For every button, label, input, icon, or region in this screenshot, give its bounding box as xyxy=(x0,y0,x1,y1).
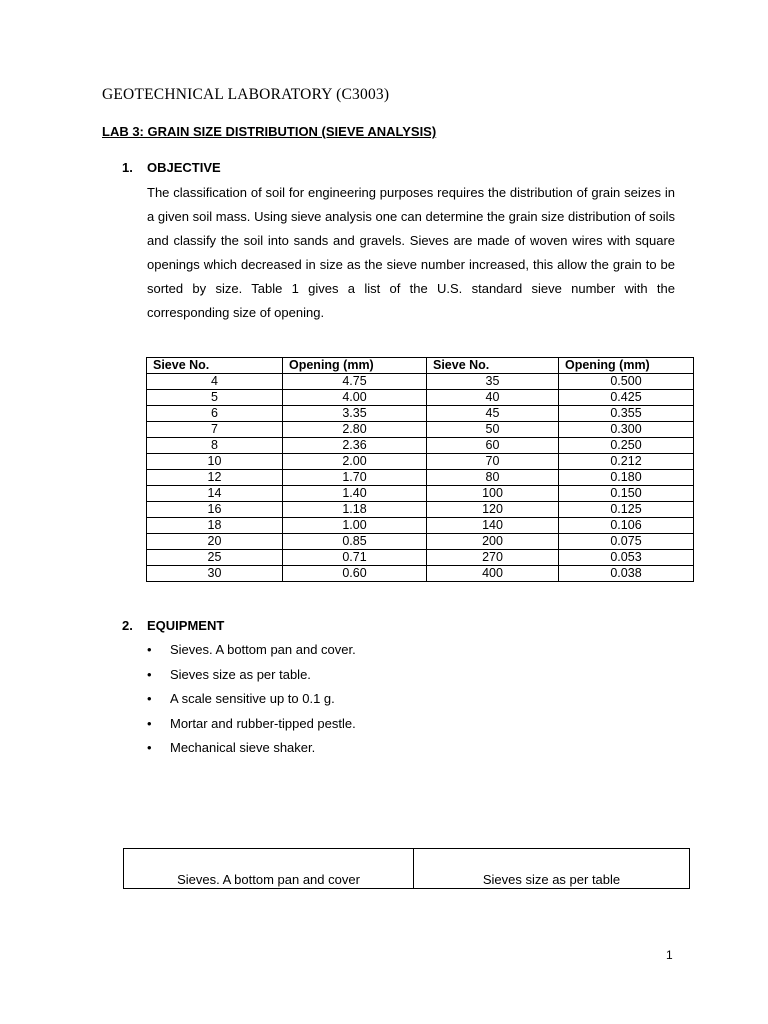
list-item-text: Mortar and rubber-tipped pestle. xyxy=(170,715,356,731)
table-cell: 2.00 xyxy=(283,454,427,470)
table-cell: 120 xyxy=(427,502,559,518)
table-cell: 140 xyxy=(427,518,559,534)
equipment-number: 2. xyxy=(122,618,133,633)
sieve-table-header-row xyxy=(147,358,694,374)
table-cell: 0.250 xyxy=(559,438,694,454)
table-row xyxy=(147,518,694,534)
table-cell: 0.85 xyxy=(283,534,427,550)
table-cell: 30 xyxy=(147,566,283,582)
table-cell: 0.300 xyxy=(559,422,694,438)
table-cell: 16 xyxy=(147,502,283,518)
bullet-icon: • xyxy=(147,715,152,731)
table-cell: 14 xyxy=(147,486,283,502)
table-cell: 1.40 xyxy=(283,486,427,502)
figure-caption-table xyxy=(123,848,690,889)
table-cell: 0.150 xyxy=(559,486,694,502)
sieve-table-body xyxy=(147,374,694,582)
equipment-list xyxy=(147,641,356,764)
table-cell: 0.212 xyxy=(559,454,694,470)
table-cell: 0.500 xyxy=(559,374,694,390)
bullet-icon: • xyxy=(147,740,152,756)
table-cell: 70 xyxy=(427,454,559,470)
table-row xyxy=(147,454,694,470)
sieve-table-header: Sieve No. xyxy=(147,358,283,374)
objective-heading-text: OBJECTIVE xyxy=(147,160,221,175)
objective-paragraph: The classification of soil for engineering purposes requires the distribution of grain seizes in a given soil mass. Using sieve analysis one can determine the grain size distribution of soils and classify the soil into sands and gravels. Sieves are made of woven wires with square openings which decreased in size as the sieve number increased, this allow the grain to be sorted by size. Table 1 gives a list of the U.S. standard sieve number with the corresponding size of opening. xyxy=(147,185,675,321)
page-number: 1 xyxy=(666,948,673,962)
table-cell: 0.71 xyxy=(283,550,427,566)
table-cell: 0.425 xyxy=(559,390,694,406)
list-item xyxy=(147,641,356,666)
list-item-text: Sieves size as per table. xyxy=(170,666,311,682)
table-cell: 0.355 xyxy=(559,406,694,422)
list-item xyxy=(147,739,356,764)
table-cell: 35 xyxy=(427,374,559,390)
table-row xyxy=(147,470,694,486)
table-row xyxy=(147,486,694,502)
table-row xyxy=(147,550,694,566)
sieve-table xyxy=(146,357,694,582)
table-row xyxy=(147,566,694,582)
table-cell: 0.106 xyxy=(559,518,694,534)
table-cell: 80 xyxy=(427,470,559,486)
equipment-heading-text: EQUIPMENT xyxy=(147,618,225,633)
list-item xyxy=(147,690,356,715)
table-cell: 6 xyxy=(147,406,283,422)
table-cell: 100 xyxy=(427,486,559,502)
table-cell: 25 xyxy=(147,550,283,566)
table-cell: 10 xyxy=(147,454,283,470)
table-cell: 0.180 xyxy=(559,470,694,486)
table-cell: 0.60 xyxy=(283,566,427,582)
table-cell: 50 xyxy=(427,422,559,438)
table-cell: 1.00 xyxy=(283,518,427,534)
table-cell: 200 xyxy=(427,534,559,550)
table-cell: 2.36 xyxy=(283,438,427,454)
table-cell: 7 xyxy=(147,422,283,438)
table-cell: 1.18 xyxy=(283,502,427,518)
table-cell: 4.75 xyxy=(283,374,427,390)
table-cell: 8 xyxy=(147,438,283,454)
table-row xyxy=(147,438,694,454)
lab-title: LAB 3: GRAIN SIZE DISTRIBUTION (SIEVE ANALYSIS) xyxy=(102,124,437,139)
bullet-icon: • xyxy=(147,642,152,657)
sieve-table-header: Opening (mm) xyxy=(559,358,694,374)
bullet-icon: • xyxy=(147,691,152,707)
table-row xyxy=(147,406,694,422)
table-cell: 18 xyxy=(147,518,283,534)
table-cell: 0.038 xyxy=(559,566,694,582)
list-item xyxy=(147,666,356,691)
table-row xyxy=(147,422,694,438)
table-cell: 0.075 xyxy=(559,534,694,550)
document-title: GEOTECHNICAL LABORATORY (C3003) xyxy=(102,86,390,103)
table-row xyxy=(147,534,694,550)
table-cell: 12 xyxy=(147,470,283,486)
list-item-text: A scale sensitive up to 0.1 g. xyxy=(170,691,335,707)
figure-caption-sieve-sizes: Sieves size as per table xyxy=(414,849,690,889)
list-item xyxy=(147,715,356,740)
objective-number: 1. xyxy=(122,160,133,175)
list-item-text: Mechanical sieve shaker. xyxy=(170,740,316,756)
table-cell: 400 xyxy=(427,566,559,582)
table-cell: 60 xyxy=(427,438,559,454)
table-cell: 40 xyxy=(427,390,559,406)
sieve-table-header: Sieve No. xyxy=(427,358,559,374)
list-item-text: Sieves. A bottom pan and cover. xyxy=(170,642,356,657)
figure-caption-sieves: Sieves. A bottom pan and cover xyxy=(124,849,414,889)
equipment-heading xyxy=(122,618,224,633)
table-row xyxy=(147,502,694,518)
table-cell: 5 xyxy=(147,390,283,406)
bullet-icon: • xyxy=(147,666,152,682)
table-cell: 2.80 xyxy=(283,422,427,438)
table-cell: 45 xyxy=(427,406,559,422)
table-row xyxy=(147,390,694,406)
table-cell: 4 xyxy=(147,374,283,390)
table-cell: 3.35 xyxy=(283,406,427,422)
table-cell: 4.00 xyxy=(283,390,427,406)
table-cell: 1.70 xyxy=(283,470,427,486)
table-cell: 270 xyxy=(427,550,559,566)
table-cell: 20 xyxy=(147,534,283,550)
sieve-table-header: Opening (mm) xyxy=(283,358,427,374)
table-row xyxy=(147,374,694,390)
table-cell: 0.053 xyxy=(559,550,694,566)
objective-heading xyxy=(122,160,221,175)
table-cell: 0.125 xyxy=(559,502,694,518)
